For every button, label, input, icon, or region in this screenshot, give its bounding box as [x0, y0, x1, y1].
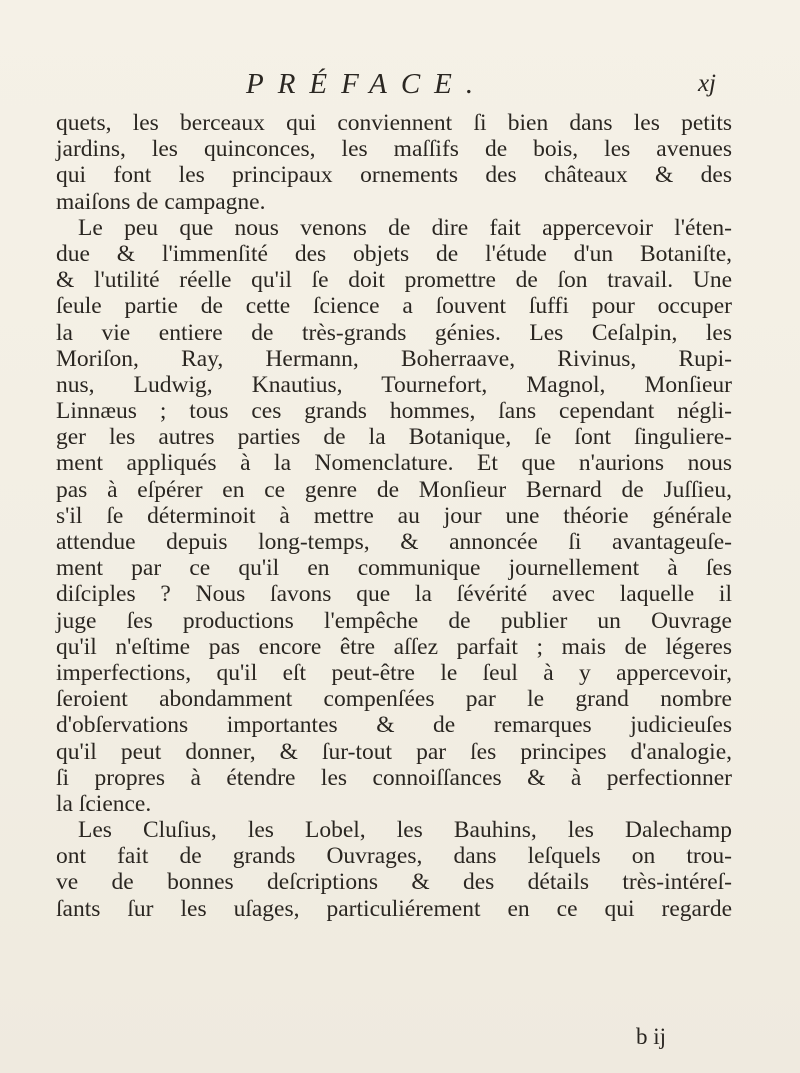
running-title: PRÉFACE. — [246, 68, 488, 100]
text-line: ger les autres parties de la Botanique, ſe ſont ſinguliere- — [56, 424, 732, 451]
text-line: ſants ſur les uſages, particuliérement en ce qui regarde — [56, 895, 732, 922]
page-header — [56, 68, 716, 108]
text-line: ont fait de grands Ouvrages, dans leſquels on trou- — [56, 843, 732, 870]
text-line: qui font les principaux ornements des châteaux & des — [56, 162, 732, 189]
text-line: d'obſervations importantes & de remarques judicieuſes — [56, 712, 732, 739]
text-line: ve de bonnes deſcriptions & des détails très-intéreſ- — [56, 869, 732, 896]
body-text — [56, 110, 732, 922]
text-line: Moriſon, Ray, Hermann, Boherraave, Rivinus, Rupi- — [56, 345, 732, 372]
text-line: imperfections, qu'il eſt peut-être le ſeul à y appercevoir, — [56, 659, 732, 686]
signature-mark: b ij — [636, 1024, 667, 1049]
text-line: qu'il n'eſtime pas encore être aſſez parfait ; mais de légeres — [56, 633, 732, 660]
page-number: xj — [697, 70, 716, 97]
text-line: due & l'immenſité des objets de l'étude d'un Botaniſte, — [56, 240, 732, 267]
text-line: & l'utilité réelle qu'il ſe doit promettre de ſon travail. Une — [56, 267, 732, 294]
text-line: pas à eſpérer en ce genre de Monſieur Bernard de Juſſieu, — [56, 476, 732, 503]
text-line: ment par ce qu'il en communique journellement à ſes — [56, 555, 732, 582]
text-line: diſciples ? Nous ſavons que la ſévérité avec laquelle il — [56, 581, 732, 608]
text-line: s'il ſe déterminoit à mettre au jour une théorie générale — [56, 502, 732, 529]
text-line: la ſcience. — [56, 790, 152, 817]
text-line: ſeule partie de cette ſcience a ſouvent ſuffi pour occuper — [56, 293, 732, 320]
text-line: ment appliqués à la Nomenclature. Et que n'aurions nous — [56, 450, 732, 477]
text-line: qu'il peut donner, & ſur-tout par ſes principes d'analogie, — [56, 738, 732, 765]
text-line: juge ſes productions l'empêche de publier un Ouvrage — [56, 607, 732, 634]
text-line: Linnæus ; tous ces grands hommes, ſans cependant négli- — [56, 398, 732, 425]
text-line: nus, Ludwig, Knautius, Tournefort, Magnol, Monſieur — [56, 371, 732, 398]
text-line: ſi propres à étendre les connoiſſances & à perfectionner — [56, 764, 732, 791]
text-line: Les Cluſius, les Lobel, les Bauhins, les Dalechamp — [78, 817, 732, 844]
text-line: quets, les berceaux qui conviennent ſi bien dans les petits — [56, 110, 732, 136]
text-line: jardins, les quinconces, les maſſifs de bois, les avenues — [56, 136, 732, 163]
text-line: maiſons de campagne. — [56, 188, 266, 215]
text-line: la vie entiere de très-grands génies. Les Ceſalpin, les — [56, 319, 732, 346]
text-line: attendue depuis long-temps, & annoncée ſi avantageuſe- — [56, 529, 732, 555]
text-line: ſeroient abondamment compenſées par le grand nombre — [56, 686, 732, 713]
text-line: Le peu que nous venons de dire fait appercevoir l'éten- — [78, 214, 732, 241]
